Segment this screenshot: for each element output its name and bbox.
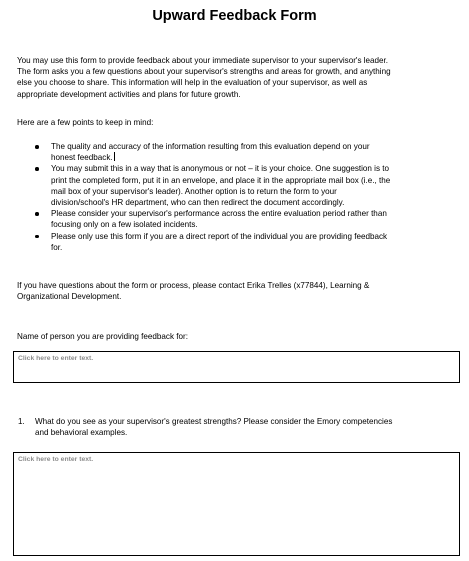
name-field-placeholder[interactable]: Click here to enter text. xyxy=(18,355,94,362)
bullet-line: Please consider your supervisor's performance across the entire evaluation period rather than xyxy=(51,209,387,219)
intro-line: You may use this form to provide feedback about your immediate supervisor to your supervisor's leader. xyxy=(17,56,389,65)
bullet-icon xyxy=(35,212,39,216)
question-1-answer-field[interactable] xyxy=(13,452,460,556)
question-1-line: What do you see as your supervisor's greatest strengths? Please consider the Emory competencies xyxy=(35,417,393,426)
intro-paragraph xyxy=(17,55,391,100)
points-list xyxy=(0,141,469,253)
intro-line: else you choose to share. This information will help in the evaluation of your supervisor, as well as xyxy=(17,78,368,88)
intro-line: The form asks you a few questions about your supervisor's strengths and areas for growth, and anything xyxy=(17,67,391,77)
list-item xyxy=(0,208,469,230)
list-item xyxy=(0,163,469,208)
bullet-line: Please only use this form if you are a direct report of the individual you are providing feedback xyxy=(51,231,388,241)
bullet-line-wrap xyxy=(51,152,469,163)
bullet-line: print the completed form, put it in an envelope, and place it in the appropriate mail box (i.e., the xyxy=(51,175,391,185)
bullet-line: for. xyxy=(51,242,63,252)
bullet-line: You may submit this in a way that is anonymous or not – it is your choice. One suggestion is to xyxy=(51,164,390,174)
keep-in-mind-heading: Here are a few points to keep in mind: xyxy=(17,118,154,127)
name-field[interactable] xyxy=(13,351,460,383)
bullet-icon xyxy=(35,145,39,149)
question-1-line: and behavioral examples. xyxy=(35,428,128,438)
question-1-answer-placeholder[interactable]: Click here to enter text. xyxy=(18,456,94,463)
contact-line: If you have questions about the form or process, please contact Erika Trelles (x77844), Learning & xyxy=(17,281,370,290)
bullet-icon xyxy=(35,235,39,239)
question-1-number: 1. xyxy=(18,417,25,426)
bullet-line: mail box of your supervisor's leader). Another option is to return the form to your xyxy=(51,186,337,196)
form-title: Upward Feedback Form xyxy=(152,8,317,24)
bullet-line: honest feedback. xyxy=(51,153,113,163)
list-item xyxy=(0,231,469,253)
contact-line: Organizational Development. xyxy=(17,292,122,302)
bullet-line: focusing only on a few isolated incidents. xyxy=(51,220,198,230)
bullet-line: division/school's HR department, who can then redirect the document accordingly. xyxy=(51,198,345,208)
bullet-icon xyxy=(35,167,39,171)
question-1-text xyxy=(35,416,392,438)
contact-paragraph xyxy=(17,280,369,302)
intro-line: appropriate development activities and plans for future growth. xyxy=(17,89,241,99)
name-field-label: Name of person you are providing feedback for: xyxy=(17,332,188,341)
text-cursor-icon xyxy=(114,152,115,161)
list-item xyxy=(0,141,469,163)
bullet-line: The quality and accuracy of the information resulting from this evaluation depend on your xyxy=(51,142,370,151)
